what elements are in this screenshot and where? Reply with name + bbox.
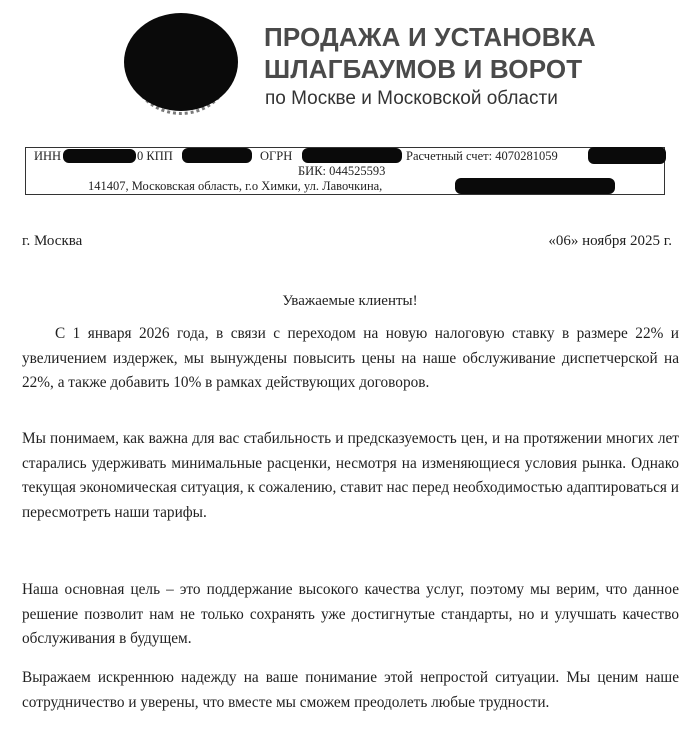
company-logo-redacted: [124, 13, 238, 111]
ogrn-redaction: [302, 148, 402, 163]
account-redaction: [588, 147, 666, 164]
letter-paragraph: Мы понимаем, как важна для вас стабильность и предсказуемость цен, и на протяжении многих лет старались удерживать минимальные расценки, несмотря на изменяющиеся условия рынка. Однако текущая экономическая ситуация, к сожалению, ставит нас перед необходимостью адаптироваться и пересмотреть наши тарифы.: [22, 430, 679, 521]
letter-paragraph: С 1 января 2026 года, в связи с переходом на новую налоговую ставку в размере 22% и увеличением издержек, мы вынуждены повысить цены на наше обслуживание диспетчерской на 22%, а также добавить 10% в рамках действующих договоров.: [22, 325, 679, 391]
letter-date: «06» ноября 2025 г.: [548, 233, 672, 249]
letter-greeting: Уважаемые клиенты!: [282, 293, 418, 309]
address-redaction: [455, 178, 615, 194]
kpp-redaction: [182, 148, 252, 163]
letter-paragraph: Выражаем искреннюю надежду на ваше понимание этой непростой ситуации. Мы ценим наше сотрудничество и уверены, что вместе мы сможем преодолеть любые трудности.: [22, 669, 679, 711]
kpp-label: 0 КПП: [137, 149, 173, 163]
company-name-line1: ПРОДАЖА И УСТАНОВКА: [264, 22, 596, 52]
company-service-area: по Москве и Московской области: [265, 88, 558, 109]
bank-account-label: Расчетный счет: 4070281059: [406, 149, 558, 163]
company-name-line2: ШЛАГБАУМОВ И ВОРОТ: [264, 54, 583, 84]
letter-paragraph: Наша основная цель – это поддержание высокого качества услуг, поэтому мы верим, что данное решение позволит нам не только сохранять уже достигнутые стандарты, но и улучшать качество обслуживания в будущем.: [22, 581, 679, 647]
inn-redaction: [63, 149, 136, 163]
address-text: 141407, Московская область, г.о Химки, ул. Лавочкина,: [88, 179, 383, 193]
letter-city: г. Москва: [22, 233, 83, 249]
ogrn-label: ОГРН: [260, 149, 293, 163]
bik-text: БИК: 044525593: [298, 164, 386, 178]
inn-label: ИНН: [34, 149, 62, 163]
